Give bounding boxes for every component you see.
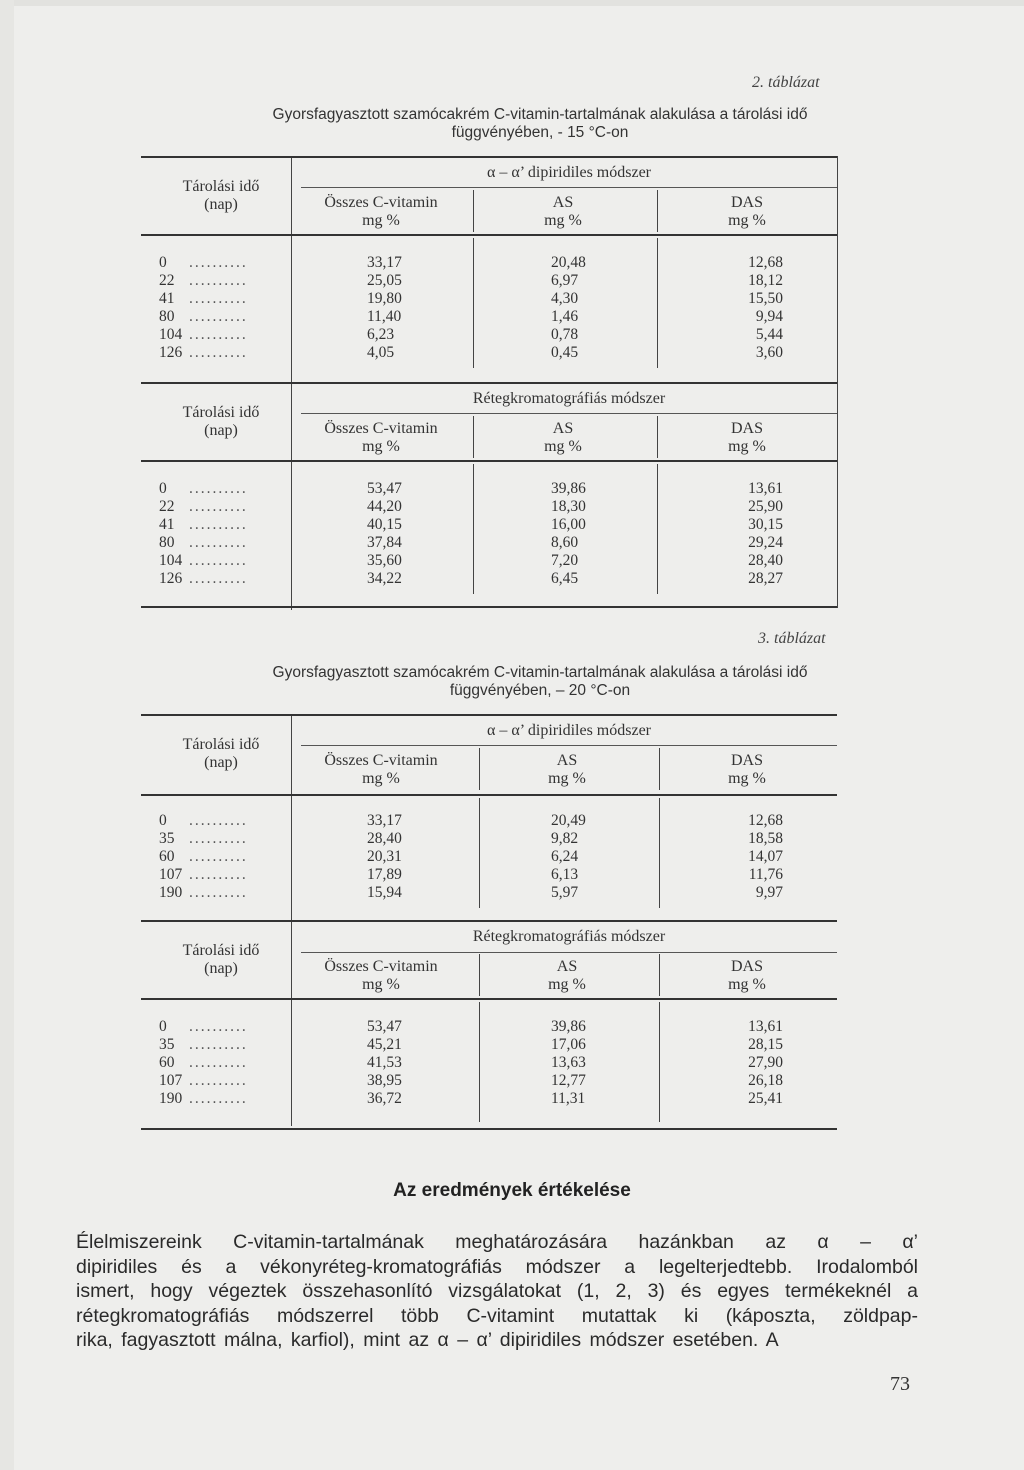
method-alpha-header: α – α’ dipiridiles módszer bbox=[487, 722, 651, 739]
table-row: 35 .......... 28,40 9,82 18,58 bbox=[159, 830, 783, 847]
paragraph-line: Élelmiszereink C-vitamin-tartalmának meghatározására hazánkban az α – α’ bbox=[76, 1231, 918, 1253]
table-top-rule bbox=[141, 156, 837, 158]
data-rows bbox=[141, 480, 837, 588]
method-rule bbox=[301, 187, 837, 188]
total-vitamin-header: Összes C-vitamin mg % bbox=[324, 958, 438, 993]
data-rows bbox=[141, 254, 837, 362]
method-rule bbox=[301, 745, 837, 746]
storage-time-header: Tárolási idő (nap) bbox=[182, 178, 260, 213]
method-tlc-header: Rétegkromatográfiás módszer bbox=[472, 928, 666, 945]
table3-caption-line2: függvényében, – 20 °C-on bbox=[449, 682, 631, 699]
table-row: 80 .......... 11,40 1,46 9,94 bbox=[159, 308, 783, 325]
block-rule bbox=[141, 382, 837, 384]
method-alpha-header: α – α’ dipiridiles módszer bbox=[487, 164, 651, 181]
table3-caption-line1: Gyorsfagyasztott szamócakrém C-vitamin-tartalmának alakulása a tárolási idő bbox=[272, 664, 808, 681]
table-row: 80 .......... 37,84 8,60 29,24 bbox=[159, 534, 783, 551]
table-row: 35 .......... 45,21 17,06 28,15 bbox=[159, 1036, 783, 1053]
table-row: 107 .......... 38,95 12,77 26,18 bbox=[159, 1072, 783, 1089]
table-row: 104 .......... 6,23 0,78 5,44 bbox=[159, 326, 783, 343]
table2-label: 2. táblázat bbox=[752, 74, 820, 91]
table-row: 107 .......... 17,89 6,13 11,76 bbox=[159, 866, 783, 883]
page-edge bbox=[0, 0, 1024, 6]
table2-caption-line2: függvényében, - 15 °C-on bbox=[451, 124, 629, 141]
table-row: 0 .......... 33,17 20,48 12,68 bbox=[159, 254, 783, 271]
header-rule bbox=[141, 460, 837, 462]
table-row: 60 .......... 41,53 13,63 27,90 bbox=[159, 1054, 783, 1071]
table-row: 0 .......... 53,47 39,86 13,61 bbox=[159, 480, 783, 497]
method-tlc-header: Rétegkromatográfiás módszer bbox=[472, 390, 666, 407]
total-vitamin-header: Összes C-vitamin mg % bbox=[324, 752, 438, 787]
data-rows bbox=[141, 812, 837, 902]
storage-time-header: Tárolási idő (nap) bbox=[182, 942, 260, 977]
method-rule bbox=[301, 413, 837, 414]
header-rule bbox=[141, 794, 837, 796]
table-top-rule bbox=[141, 714, 837, 716]
table-row: 22 .......... 44,20 18,30 25,90 bbox=[159, 498, 783, 515]
data-rows bbox=[141, 1018, 837, 1108]
table-row: 190 .......... 36,72 11,31 25,41 bbox=[159, 1090, 783, 1107]
das-header: DAS mg % bbox=[728, 752, 766, 787]
table-row: 0 .......... 53,47 39,86 13,61 bbox=[159, 1018, 783, 1035]
table-row: 190 .......... 15,94 5,97 9,97 bbox=[159, 884, 783, 901]
paragraph-line: rétegkromatográfiás módszerrel több C-vitamint mutattak ki (káposzta, zöldpap- bbox=[76, 1304, 918, 1327]
table-row: 41 .......... 40,15 16,00 30,15 bbox=[159, 516, 783, 533]
storage-time-header: Tárolási idő (nap) bbox=[182, 404, 260, 439]
page-number: 73 bbox=[890, 1373, 910, 1395]
paragraph-line: ismert, hogy végeztek összehasonlító vizsgálatokat (1, 2, 3) és egyes termékeknél a bbox=[76, 1280, 918, 1303]
paragraph-line: dipiridiles és a vékonyréteg-kromatográfiás módszer a legelterjedtebb. Irodalomból bbox=[76, 1255, 918, 1278]
table2-caption-line1: Gyorsfagyasztott szamócakrém C-vitamin-tartalmának alakulása a tárolási idő bbox=[272, 106, 808, 123]
table-bottom-rule bbox=[141, 1128, 837, 1130]
section-title: Az eredmények értékelése bbox=[393, 1180, 631, 1201]
page-edge-left bbox=[0, 0, 14, 1470]
total-vitamin-header: Összes C-vitamin mg % bbox=[324, 194, 438, 229]
table-row: 22 .......... 25,05 6,97 18,12 bbox=[159, 272, 783, 289]
das-header: DAS mg % bbox=[728, 420, 766, 455]
block-rule bbox=[141, 920, 837, 922]
paragraph-line: rika, fagyasztott málna, karfiol), mint az α – α’ dipiridiles módszer esetében. A bbox=[76, 1329, 779, 1352]
table3-caption bbox=[100, 664, 980, 700]
table2-caption bbox=[100, 106, 980, 142]
table-row: 60 .......... 20,31 6,24 14,07 bbox=[159, 848, 783, 865]
table-row: 0 .......... 33,17 20,49 12,68 bbox=[159, 812, 783, 829]
as-header: AS mg % bbox=[548, 752, 586, 787]
as-header: AS mg % bbox=[544, 420, 582, 455]
header-rule bbox=[141, 234, 837, 236]
table-right-border bbox=[837, 156, 838, 608]
table2 bbox=[141, 156, 837, 608]
total-vitamin-header: Összes C-vitamin mg % bbox=[324, 420, 438, 455]
table-row: 126 .......... 4,05 0,45 3,60 bbox=[159, 344, 783, 361]
as-header: AS mg % bbox=[548, 958, 586, 993]
das-header: DAS mg % bbox=[728, 958, 766, 993]
storage-time-header: Tárolási idő (nap) bbox=[182, 736, 260, 771]
table-bottom-rule bbox=[141, 606, 837, 608]
table3-label: 3. táblázat bbox=[758, 630, 826, 647]
as-header: AS mg % bbox=[544, 194, 582, 229]
das-header: DAS mg % bbox=[728, 194, 766, 229]
table-row: 41 .......... 19,80 4,30 15,50 bbox=[159, 290, 783, 307]
table-row: 126 .......... 34,22 6,45 28,27 bbox=[159, 570, 783, 587]
method-rule bbox=[301, 952, 837, 953]
table3 bbox=[141, 714, 837, 1132]
body-paragraph bbox=[76, 1230, 918, 1353]
table-row: 104 .......... 35,60 7,20 28,40 bbox=[159, 552, 783, 569]
header-rule bbox=[141, 998, 837, 1000]
